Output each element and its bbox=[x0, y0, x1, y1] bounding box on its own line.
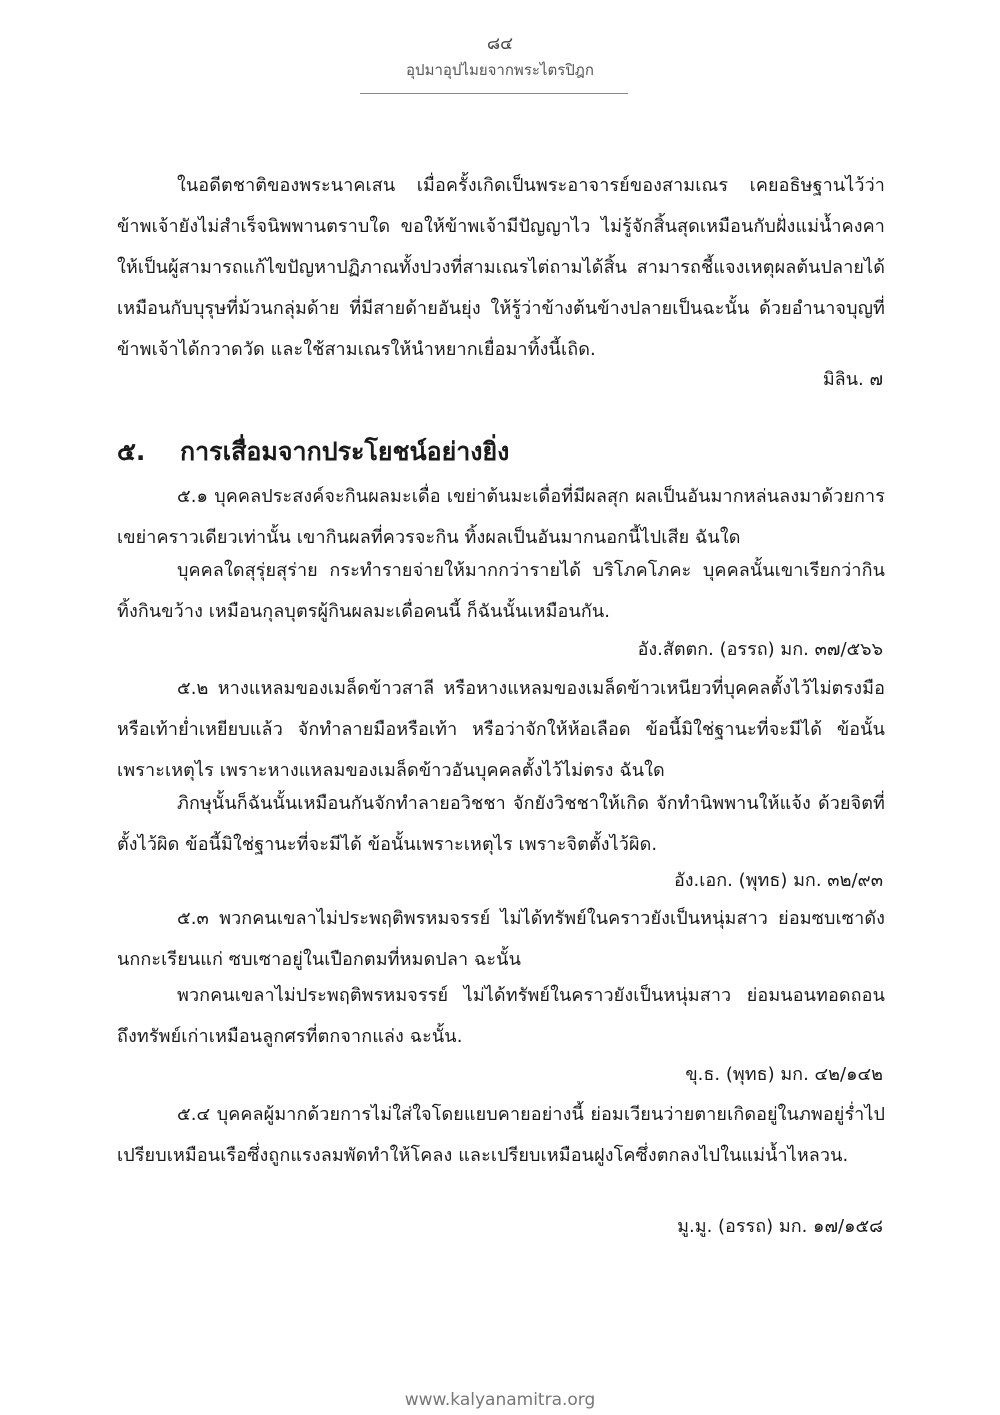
item-paragraph bbox=[117, 476, 885, 558]
section-number: ๕. bbox=[117, 437, 146, 466]
item-reference: ขุ.ธ. (พุทธ) มก. ๔๒/๑๔๒ bbox=[685, 1064, 883, 1085]
intro-paragraph bbox=[117, 165, 885, 370]
book-title: อุปมาอุปไมยจากพระไตรปิฎก bbox=[406, 61, 594, 79]
intro-reference: มิลิน. ๗ bbox=[822, 369, 883, 390]
item-paragraph-text: ๕.๓ พวกคนเขลาไม่ประพฤติพรหมจรรย์ ไม่ได้ทรัพย์ในคราวยังเป็นหนุ่มสาว ย่อมซบเซาดังนกกะเรียนแก่ ซบเซาอยู่ในเปือกตมที่หมดปลา ฉะนั้น bbox=[117, 908, 885, 970]
intro-paragraph-text: ในอดีตชาติของพระนาคเสน เมื่อครั้งเกิดเป็นพระอาจารย์ของสามเณร เคยอธิษฐานไว้ว่า ข้าพเจ้ายังไม่สำเร็จนิพพานตราบใด ขอให้ข้าพเจ้ามีปัญญาไว ไม่รู้จักสิ้นสุดเหมือนกับฝั่งแม่น้ำคงคา ให้เป็นผู้สามารถแก้ไขปัญหาปฏิภาณทั้งปวงที่สามเณรไต่ถามได้สิ้น สามารถชี้แจงเหตุผลต้นปลายได้ เหมือนกับบุรุษที่ม้วนกลุ่มด้าย ที่มีสายด้ายอันยุ่ง ให้รู้ว่าข้างต้นข้างปลายเป็นฉะนั้น ด้วยอำนาจบุญที่ข้าพเจ้าได้กวาดวัด และใช้สามเณรให้นำหยากเยื่อมาทิ้งนี้เถิด. bbox=[117, 175, 885, 360]
item-paragraph bbox=[117, 550, 885, 632]
footer-website: www.kalyanamitra.org bbox=[404, 1390, 596, 1410]
header-divider bbox=[360, 93, 628, 94]
item-reference: อัง.สัตตก. (อรรถ) มก. ๓๗/๕๖๖ bbox=[637, 639, 883, 660]
item-paragraph-text: ๕.๑ บุคคลประสงค์จะกินผลมะเดื่อ เขย่าต้นมะเดื่อที่มีผลสุก ผลเป็นอันมากหล่นลงมาด้วยการเขย่าคราวเดียวเท่านั้น เขากินผลที่ควรจะกิน ทิ้งผลเป็นอันมากนอกนี้ไปเสีย ฉันใด bbox=[117, 486, 885, 548]
section-heading bbox=[117, 432, 509, 472]
item-paragraph-text: ๕.๔ บุคคลผู้มากด้วยการไม่ใส่ใจโดยแยบคายอย่างนี้ ย่อมเวียนว่ายตายเกิดอยู่ในภพอยู่ร่ำไป เปรียบเหมือนเรือซึ่งถูกแรงลมพัดทำให้โคลง และเปรียบเหมือนฝูงโคซึ่งตกลงไปในแม่น้ำไหลวน. bbox=[117, 1104, 885, 1166]
item-paragraph bbox=[117, 898, 885, 980]
item-paragraph-text: บุคคลใดสุรุ่ยสุร่าย กระทำรายจ่ายให้มากกว่ารายได้ บริโภคโภคะ บุคคลนั้นเขาเรียกว่ากินทิ้งกินขว้าง เหมือนกุลบุตรผู้กินผลมะเดื่อคนนี้ ก็ฉันนั้นเหมือนกัน. bbox=[117, 560, 885, 622]
item-paragraph bbox=[117, 783, 885, 865]
item-paragraph-text: พวกคนเขลาไม่ประพฤติพรหมจรรย์ ไม่ได้ทรัพย์ในคราวยังเป็นหนุ่มสาว ย่อมนอนทอดถอนถึงทรัพย์เก่าเหมือนลูกศรที่ตกจากแล่ง ฉะนั้น. bbox=[117, 985, 885, 1047]
item-paragraph bbox=[117, 975, 885, 1057]
item-reference: อัง.เอก. (พุทธ) มก. ๓๒/๙๓ bbox=[673, 870, 883, 891]
item-reference: มู.มู. (อรรถ) มก. ๑๗/๑๕๘ bbox=[677, 1216, 883, 1237]
item-paragraph bbox=[117, 668, 885, 791]
item-paragraph bbox=[117, 1094, 885, 1176]
section-title: การเสื่อมจากประโยชน์อย่างยิ่ง bbox=[180, 437, 510, 466]
item-paragraph-text: ภิกษุนั้นก็ฉันนั้นเหมือนกันจักทำลายอวิชชา จักยังวิชชาให้เกิด จักทำนิพพานให้แจ้ง ด้วยจิตที่ตั้งไว้ผิด ข้อนี้มิใช่ฐานะที่จะมีได้ ข้อนั้นเพราะเหตุไร เพราะจิตตั้งไว้ผิด. bbox=[117, 793, 885, 855]
page-number: ๘๔ bbox=[487, 34, 513, 54]
item-paragraph-text: ๕.๒ หางแหลมของเมล็ดข้าวสาลี หรือหางแหลมของเมล็ดข้าวเหนียวที่บุคคลตั้งไว้ไม่ตรงมือหรือเท้าย่ำเหยียบแล้ว จักทำลายมือหรือเท้า หรือว่าจักให้ห้อเลือด ข้อนี้มิใช่ฐานะที่จะมีได้ ข้อนั้นเพราะเหตุไร เพราะหางแหลมของเมล็ดข้าวอันบุคคลตั้งไว้ไม่ตรง ฉันใด bbox=[117, 678, 885, 781]
